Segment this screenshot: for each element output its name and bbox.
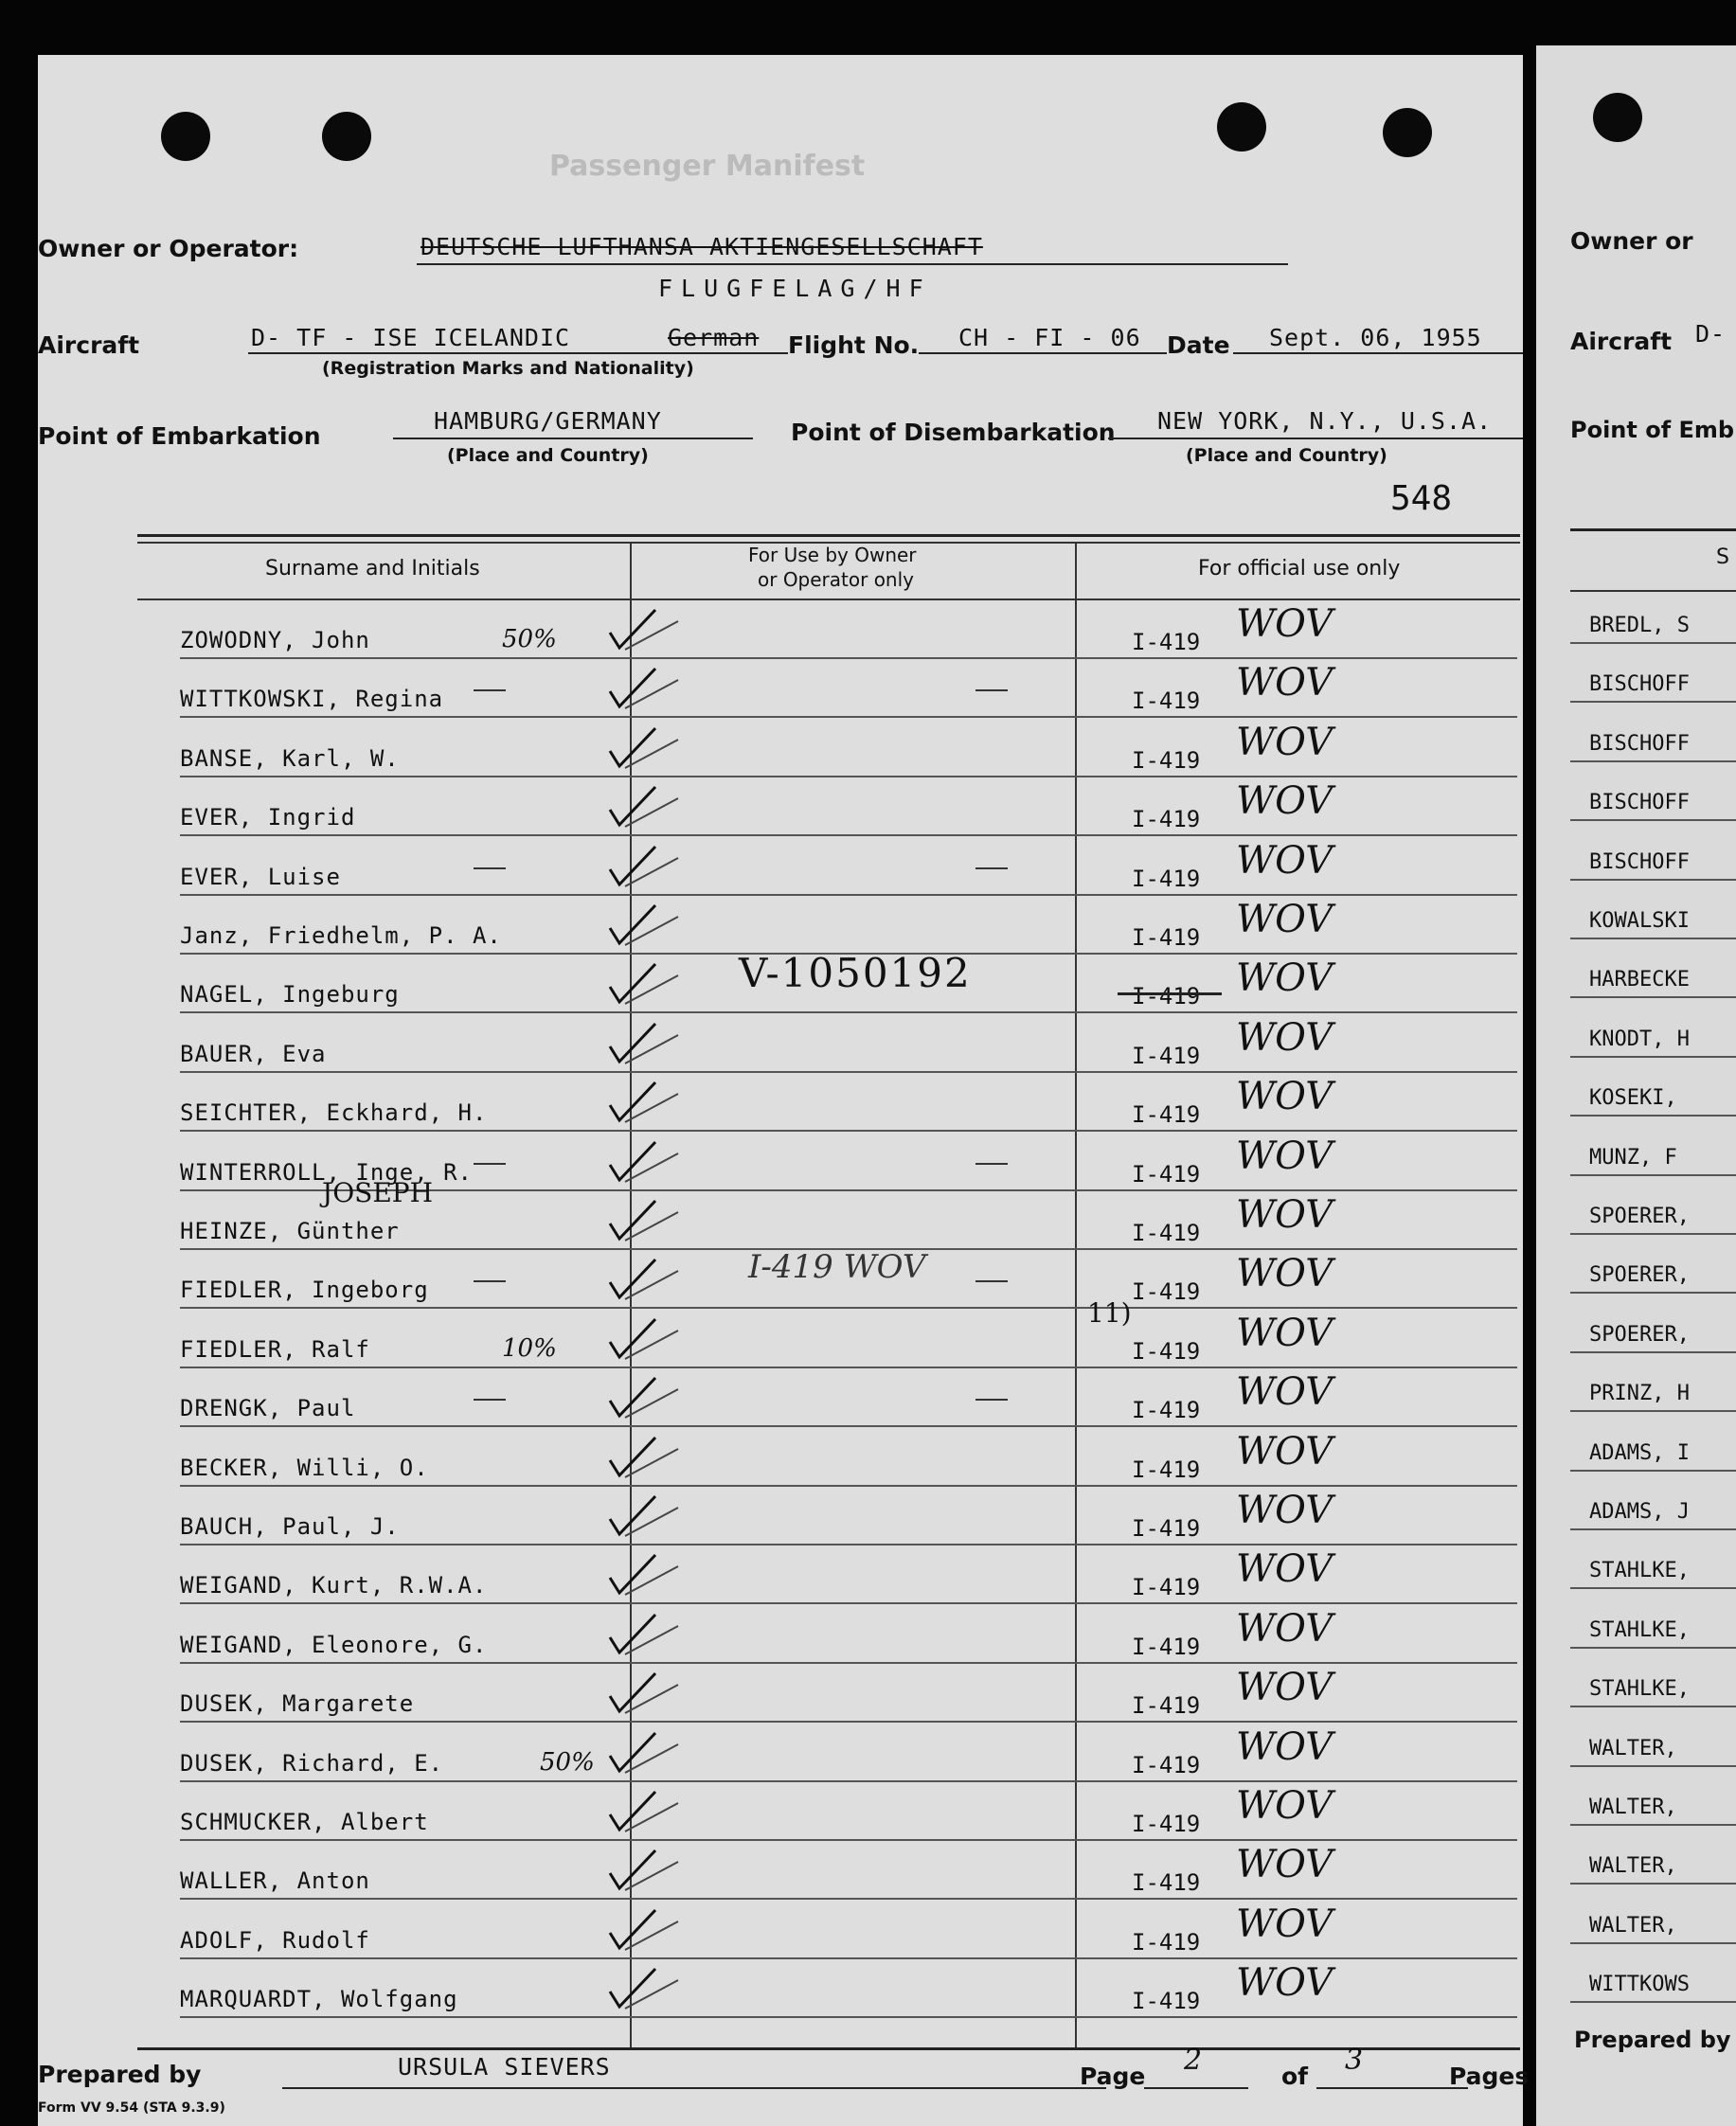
adjacent-passenger-name: STAHLKE, xyxy=(1589,1559,1690,1582)
passenger-name: WEIGAND, Eleonore, G. xyxy=(180,1632,488,1658)
owner-struck: DEUTSCHE LUFTHANSA AKTIENGESELLSCHAFT xyxy=(421,233,983,260)
adjacent-aircraft-value: D- xyxy=(1695,320,1727,348)
passenger-name: SEICHTER, Eckhard, H. xyxy=(180,1099,488,1126)
adjacent-row-rule xyxy=(1570,1824,1736,1826)
official-code: I-419 xyxy=(1132,1574,1201,1600)
dash-mark xyxy=(975,1163,1008,1165)
official-stamp: WOV xyxy=(1236,1312,1333,1355)
passenger-name: FIEDLER, Ingeborg xyxy=(180,1277,429,1303)
adjacent-row-rule xyxy=(1570,2001,1736,2003)
dash-mark xyxy=(474,689,506,691)
handwritten-joseph: JOSEPH xyxy=(322,1177,434,1208)
fare-percent: 50% xyxy=(540,1748,595,1777)
check-mark-icon xyxy=(606,900,682,956)
adjacent-row-rule xyxy=(1570,760,1736,762)
official-stamp: WOV xyxy=(1236,1784,1333,1828)
official-stamp: WOV xyxy=(1236,1252,1333,1295)
adjacent-row-rule xyxy=(1570,1765,1736,1767)
owner-label: Owner or Operator: xyxy=(38,235,299,262)
row-rule xyxy=(180,1780,1517,1782)
aircraft-label: Aircraft xyxy=(38,331,140,359)
official-stamp: WOV xyxy=(1236,602,1333,646)
col-official-header: For official use only xyxy=(1198,557,1401,581)
check-mark-icon xyxy=(606,841,682,898)
punch-hole xyxy=(1217,102,1266,152)
adjacent-row-rule xyxy=(1570,1292,1736,1294)
passenger-name: ZOWODNY, John xyxy=(180,627,370,653)
row-rule xyxy=(180,1898,1517,1900)
adjacent-row-rule xyxy=(1570,1470,1736,1472)
official-code: I-419 xyxy=(1132,1278,1201,1305)
adjacent-passenger-name: SPOERER, xyxy=(1589,1205,1690,1228)
check-mark-icon xyxy=(606,1845,682,1902)
adjacent-passenger-name: KOSEKI, xyxy=(1589,1086,1677,1110)
adjacent-row-rule xyxy=(1570,1233,1736,1235)
adjacent-passenger-name: STAHLKE, xyxy=(1589,1618,1690,1642)
visa-number-note: V-1050192 xyxy=(739,950,972,996)
official-code: I-419 xyxy=(1132,1101,1201,1128)
adjacent-row-rule xyxy=(1570,701,1736,703)
adjacent-passenger-name: WALTER, xyxy=(1589,1854,1677,1878)
punch-hole xyxy=(1383,108,1432,157)
official-stamp: WOV xyxy=(1236,1961,1333,2005)
official-stamp: WOV xyxy=(1236,1134,1333,1178)
adjacent-passenger-name: PRINZ, H xyxy=(1589,1382,1690,1405)
adjacent-passenger-name: BISCHOFF xyxy=(1589,850,1690,874)
official-stamp: WOV xyxy=(1236,1370,1333,1414)
strike-mark xyxy=(1118,992,1222,995)
official-stamp: WOV xyxy=(1236,1547,1333,1591)
adjacent-passenger-name: KOWALSKI xyxy=(1589,909,1690,933)
date-value: Sept. 06, 1955 xyxy=(1269,324,1482,351)
owner-value: FLUGFELAG/HF xyxy=(658,275,932,302)
check-mark-icon xyxy=(606,1254,682,1311)
official-stamp: WOV xyxy=(1236,898,1333,941)
punch-hole xyxy=(1593,93,1642,142)
adjacent-embark-label: Point of Emb xyxy=(1570,417,1735,443)
passenger-name: EVER, Ingrid xyxy=(180,804,356,831)
adjacent-row-rule xyxy=(1570,938,1736,939)
fiedler-margin-note: 11) xyxy=(1087,1297,1132,1329)
row-rule xyxy=(180,1662,1517,1664)
passenger-name: MARQUARDT, Wolfgang xyxy=(180,1986,458,2012)
official-code: I-419 xyxy=(1132,1929,1201,1956)
official-code: I-419 xyxy=(1132,1338,1201,1365)
passenger-name: BECKER, Willi, O. xyxy=(180,1455,429,1481)
official-code: I-419 xyxy=(1132,866,1201,892)
adjacent-row-rule xyxy=(1570,1174,1736,1176)
passenger-name: WINTERROLL, Inge, R. xyxy=(180,1159,473,1186)
passenger-name: NAGEL, Ingeburg xyxy=(180,981,400,1008)
adjacent-passenger-name: ADAMS, J xyxy=(1589,1500,1690,1524)
official-stamp: WOV xyxy=(1236,1607,1333,1651)
adjacent-passenger-name: WALTER, xyxy=(1589,1914,1677,1938)
official-stamp: WOV xyxy=(1236,1489,1333,1532)
check-mark-icon xyxy=(606,1195,682,1252)
adjacent-passenger-name: SPOERER, xyxy=(1589,1263,1690,1287)
adjacent-row-rule xyxy=(1570,1528,1736,1530)
passenger-name: DUSEK, Richard, E. xyxy=(180,1750,444,1777)
official-stamp: WOV xyxy=(1236,1193,1333,1237)
adjacent-row-rule xyxy=(1570,1056,1736,1058)
check-mark-icon xyxy=(606,1313,682,1370)
passenger-name: FIEDLER, Ralf xyxy=(180,1336,370,1363)
dash-mark xyxy=(474,1399,506,1401)
check-mark-icon xyxy=(606,1904,682,1961)
official-stamp: WOV xyxy=(1236,1016,1333,1060)
pages-label: Pages xyxy=(1449,2063,1530,2090)
passenger-name: BANSE, Karl, W. xyxy=(180,745,400,772)
official-stamp: WOV xyxy=(1236,1725,1333,1769)
official-code: I-419 xyxy=(1132,1515,1201,1542)
passenger-name: Janz, Friedhelm, P. A. xyxy=(180,922,502,949)
check-mark-icon xyxy=(606,1491,682,1547)
prepared-label: Prepared by xyxy=(38,2061,202,2088)
official-code: I-419 xyxy=(1132,983,1201,1009)
adjacent-passenger-name: BISCHOFF xyxy=(1589,732,1690,756)
official-code: I-419 xyxy=(1132,1869,1201,1896)
row-rule xyxy=(180,1011,1517,1013)
flight-label: Flight No. xyxy=(788,331,920,359)
official-code: I-419 xyxy=(1132,1634,1201,1660)
official-code: I-419 xyxy=(1132,1988,1201,2014)
official-stamp: WOV xyxy=(1236,1843,1333,1886)
embark-value: HAMBURG/GERMANY xyxy=(434,407,662,435)
passenger-name: WITTKOWSKI, Regina xyxy=(180,686,444,712)
official-stamp: WOV xyxy=(1236,1075,1333,1118)
adjacent-passenger-name: ADAMS, I xyxy=(1589,1441,1690,1465)
check-mark-icon xyxy=(606,1786,682,1843)
passenger-name: HEINZE, Günther xyxy=(180,1218,400,1244)
check-mark-icon xyxy=(606,1727,682,1784)
check-mark-icon xyxy=(606,1077,682,1134)
official-stamp: WOV xyxy=(1236,1903,1333,1946)
row-rule xyxy=(180,894,1517,896)
adjacent-row-rule xyxy=(1570,642,1736,644)
official-code: I-419 xyxy=(1132,1161,1201,1188)
prepared-value: URSULA SIEVERS xyxy=(398,2053,611,2081)
row-rule xyxy=(180,1839,1517,1841)
official-code: I-419 xyxy=(1132,1220,1201,1246)
total-pages-value: 3 xyxy=(1345,2044,1364,2077)
of-label: of xyxy=(1281,2063,1309,2090)
official-code: I-419 xyxy=(1132,924,1201,951)
adjacent-passenger-name: WITTKOWS xyxy=(1589,1973,1690,1996)
passenger-name: DUSEK, Margarete xyxy=(180,1690,415,1717)
check-mark-icon xyxy=(606,1018,682,1075)
adjacent-row-rule xyxy=(1570,819,1736,821)
passenger-name: BAUCH, Paul, J. xyxy=(180,1513,400,1540)
adjacent-col-header: S xyxy=(1716,545,1729,569)
date-label: Date xyxy=(1167,331,1230,359)
check-mark-icon xyxy=(606,1136,682,1193)
check-mark-icon xyxy=(606,1668,682,1724)
faded-title: Passenger Manifest xyxy=(549,150,866,183)
adjacent-passenger-name: BISCHOFF xyxy=(1589,791,1690,814)
dash-mark xyxy=(975,1399,1008,1401)
adjacent-passenger-name: BISCHOFF xyxy=(1589,672,1690,696)
dash-mark xyxy=(975,867,1008,869)
adjacent-passenger-name: WALTER, xyxy=(1589,1737,1677,1760)
page-label: Page xyxy=(1080,2063,1146,2090)
adjacent-row-rule xyxy=(1570,1587,1736,1589)
passenger-name: WALLER, Anton xyxy=(180,1867,370,1894)
official-stamp: WOV xyxy=(1236,1430,1333,1474)
disembark-label: Point of Disembarkation xyxy=(791,419,1116,446)
official-code: I-419 xyxy=(1132,1456,1201,1483)
official-stamp: WOV xyxy=(1236,661,1333,705)
adjacent-page xyxy=(1536,45,1736,2126)
row-rule xyxy=(180,776,1517,777)
fare-percent: 50% xyxy=(502,625,557,653)
adjacent-aircraft-label: Aircraft xyxy=(1570,328,1673,355)
passenger-name: BAUER, Eva xyxy=(180,1041,327,1067)
official-code: I-419 xyxy=(1132,629,1201,655)
adjacent-prepared-label: Prepared by xyxy=(1574,2027,1731,2053)
col-owner-header-1: For Use by Owner xyxy=(748,544,917,566)
official-stamp: WOV xyxy=(1236,956,1333,1000)
disembark-value: NEW YORK, N.Y., U.S.A. xyxy=(1157,407,1493,435)
official-code: I-419 xyxy=(1132,688,1201,714)
check-mark-icon xyxy=(606,781,682,838)
aircraft-struck: German xyxy=(668,324,760,351)
adjacent-passenger-name: SPOERER, xyxy=(1589,1323,1690,1347)
row-rule xyxy=(180,1721,1517,1723)
passenger-name: EVER, Luise xyxy=(180,864,341,890)
flight-value: CH - FI - 06 xyxy=(958,324,1141,351)
form-code: Form VV 9.54 (STA 9.3.9) xyxy=(38,2100,225,2116)
adjacent-passenger-name: WALTER, xyxy=(1589,1795,1677,1819)
row-rule xyxy=(180,657,1517,659)
check-mark-icon xyxy=(606,1609,682,1666)
passenger-name: DRENGK, Paul xyxy=(180,1395,356,1421)
row-rule xyxy=(180,1544,1517,1545)
official-code: I-419 xyxy=(1132,1692,1201,1719)
row-rule xyxy=(180,716,1517,718)
adjacent-passenger-name: KNODT, H xyxy=(1589,1027,1690,1051)
col-surname-header: Surname and Initials xyxy=(265,557,480,581)
check-mark-icon xyxy=(606,604,682,661)
adjacent-row-rule xyxy=(1570,1647,1736,1649)
check-mark-icon xyxy=(606,1963,682,2020)
dash-mark xyxy=(474,867,506,869)
manifest-page xyxy=(38,55,1530,2126)
punch-hole xyxy=(161,112,210,161)
passenger-name: ADOLF, Rudolf xyxy=(180,1927,370,1954)
fare-percent: 10% xyxy=(502,1334,557,1363)
check-mark-icon xyxy=(606,1432,682,1489)
official-stamp: WOV xyxy=(1236,839,1333,883)
row-rule xyxy=(180,1071,1517,1073)
passenger-name: WEIGAND, Kurt, R.W.A. xyxy=(180,1572,488,1599)
official-code: I-419 xyxy=(1132,1043,1201,1069)
check-mark-icon xyxy=(606,1372,682,1429)
adjacent-row-rule xyxy=(1570,1706,1736,1707)
check-mark-icon xyxy=(606,958,682,1015)
official-stamp: WOV xyxy=(1236,1666,1333,1709)
official-code: I-419 xyxy=(1132,1397,1201,1423)
row-rule xyxy=(180,1957,1517,1959)
check-mark-icon xyxy=(606,1549,682,1606)
dash-mark xyxy=(474,1163,506,1165)
col-owner-header-2: or Operator only xyxy=(758,568,914,591)
row-rule xyxy=(180,1307,1517,1309)
fiedler-note: I-419 WOV xyxy=(748,1248,926,1286)
row-rule xyxy=(180,1425,1517,1427)
official-code: I-419 xyxy=(1132,1752,1201,1778)
adjacent-row-rule xyxy=(1570,996,1736,998)
aircraft-caption: (Registration Marks and Nationality) xyxy=(322,358,694,379)
row-rule xyxy=(180,834,1517,836)
official-code: I-419 xyxy=(1132,806,1201,832)
page-value: 2 xyxy=(1184,2044,1203,2077)
official-stamp: WOV xyxy=(1236,779,1333,823)
dash-mark xyxy=(975,1280,1008,1282)
punch-hole xyxy=(322,112,371,161)
adjacent-passenger-name: STAHLKE, xyxy=(1589,1677,1690,1701)
adjacent-row-rule xyxy=(1570,879,1736,881)
adjacent-row-rule xyxy=(1570,1883,1736,1885)
check-mark-icon xyxy=(606,723,682,779)
page-number: 548 xyxy=(1390,479,1453,518)
check-mark-icon xyxy=(606,663,682,720)
embark-caption: (Place and Country) xyxy=(447,445,649,466)
adjacent-passenger-name: BREDL, S xyxy=(1589,614,1690,637)
official-stamp: WOV xyxy=(1236,721,1333,764)
adjacent-passenger-name: MUNZ, F xyxy=(1589,1146,1677,1170)
row-rule xyxy=(180,1485,1517,1487)
passenger-name: SCHMUCKER, Albert xyxy=(180,1809,429,1835)
adjacent-row-rule xyxy=(1570,1410,1736,1412)
dash-mark xyxy=(474,1280,506,1282)
adjacent-row-rule xyxy=(1570,1115,1736,1117)
row-rule xyxy=(180,1602,1517,1604)
row-rule xyxy=(180,2016,1517,2018)
adjacent-row-rule xyxy=(1570,1351,1736,1353)
embark-label: Point of Embarkation xyxy=(38,422,321,450)
dash-mark xyxy=(975,689,1008,691)
adjacent-passenger-name: HARBECKE xyxy=(1589,968,1690,992)
official-code: I-419 xyxy=(1132,1811,1201,1837)
adjacent-row-rule xyxy=(1570,1942,1736,1944)
row-rule xyxy=(180,1130,1517,1132)
official-code: I-419 xyxy=(1132,747,1201,774)
disembark-caption: (Place and Country) xyxy=(1186,445,1387,466)
aircraft-value: D- TF - ISE ICELANDIC xyxy=(251,324,571,351)
row-rule xyxy=(180,1367,1517,1368)
adjacent-owner-label: Owner or xyxy=(1570,227,1693,255)
